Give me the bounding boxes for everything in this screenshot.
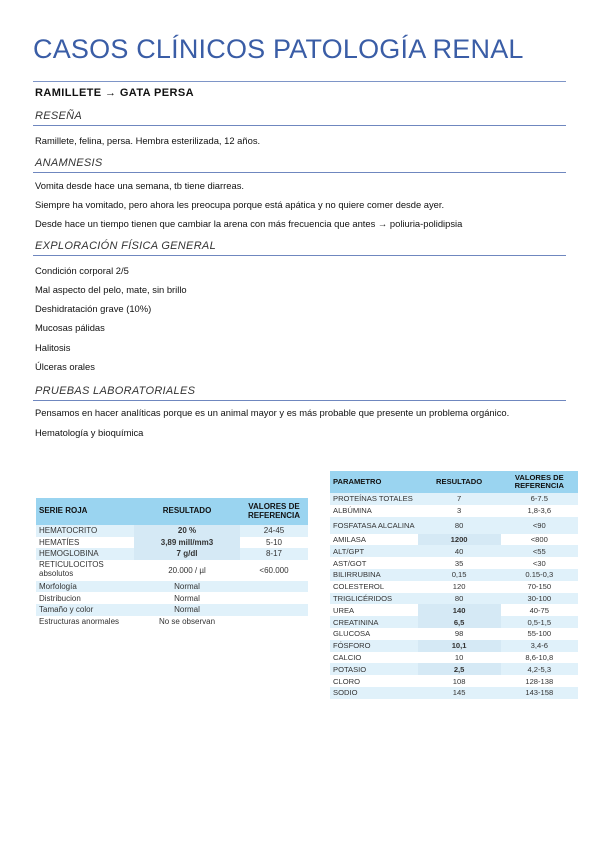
cell-label: HEMATÍES xyxy=(39,537,80,547)
cell-label: Morfología xyxy=(36,581,134,593)
cell-result: 20 % xyxy=(134,525,240,537)
cell-reference: 6-7.5 xyxy=(501,493,578,505)
table-row xyxy=(36,560,308,581)
cell-parameter: ALBÚMINA xyxy=(333,506,372,516)
table-row xyxy=(330,493,578,505)
cell-parameter: AMILASA xyxy=(333,534,366,544)
section-heading-pruebas: PRUEBAS LABORATORIALES xyxy=(35,385,196,397)
cell-result: 10,1 xyxy=(418,640,501,652)
section-heading-anamnesis: ANAMNESIS xyxy=(35,157,103,169)
cell-parameter: SODIO xyxy=(330,687,418,699)
table-row xyxy=(36,525,308,537)
section-divider xyxy=(33,400,566,401)
table-row xyxy=(330,545,578,557)
table-row xyxy=(36,537,308,549)
column-header: PARAMETRO xyxy=(330,471,418,493)
cell-reference xyxy=(240,592,308,604)
exploracion-line: Deshidratación grave (10%) xyxy=(35,303,152,314)
cell-result: 140 xyxy=(418,604,501,616)
cell-reference: 0,5-1,5 xyxy=(501,616,578,628)
cell-reference: <55 xyxy=(501,545,578,557)
cell-result: 7 g/dl xyxy=(134,548,240,560)
cell-reference: <30 xyxy=(532,558,546,568)
table-row xyxy=(330,581,578,593)
cell-parameter: UREA xyxy=(333,605,355,615)
anamnesis-line: Siempre ha vomitado, pero ahora les preocupa porque está apática y no quiere comer desde ayer. xyxy=(35,199,445,210)
cell-result: Normal xyxy=(134,581,240,593)
table-row xyxy=(330,593,578,605)
table-row xyxy=(36,616,308,628)
cell-label: Estructuras anormales xyxy=(39,616,120,626)
cell-reference: 128-138 xyxy=(525,676,554,686)
cell-label: RETICULOCITOS absolutos xyxy=(39,560,104,579)
cell-result: 0,15 xyxy=(418,569,501,581)
table-row xyxy=(330,687,578,699)
cell-parameter: ALT/GPT xyxy=(330,545,418,557)
exploracion-line: Condición corporal 2/5 xyxy=(35,265,129,276)
cell-result: 2,5 xyxy=(418,663,501,675)
resena-line: Ramillete, felina, persa. Hembra esterilizada, 12 años. xyxy=(35,135,261,146)
table-row xyxy=(330,616,578,628)
pruebas-line: Pensamos en hacer analíticas porque es un animal mayor y es más probable que presente un problema orgánico. xyxy=(35,407,510,418)
cell-parameter: COLESTEROL xyxy=(333,582,385,592)
case-subtitle: RAMILLETE → GATA PERSA xyxy=(35,87,194,99)
cell-reference xyxy=(240,616,308,628)
exploracion-line: Úlceras orales xyxy=(35,361,95,372)
cell-reference xyxy=(240,581,308,593)
cell-result: 80 xyxy=(418,593,501,605)
cell-reference: 0.15-0,3 xyxy=(501,569,578,581)
table-row xyxy=(330,534,578,546)
table-header-row xyxy=(36,498,308,525)
cell-result: 40 xyxy=(418,545,501,557)
cell-reference: 40-75 xyxy=(529,605,550,615)
section-heading-resena: RESEÑA xyxy=(35,110,83,122)
table-row xyxy=(36,581,308,593)
cell-parameter: CLORO xyxy=(333,676,361,686)
table-row xyxy=(330,517,578,534)
bioquimica-table xyxy=(330,471,578,699)
table-row xyxy=(330,652,578,664)
table-row xyxy=(330,663,578,675)
cell-reference: 24-45 xyxy=(240,525,308,537)
cell-result: 6,5 xyxy=(418,616,501,628)
table-row xyxy=(330,628,578,640)
anamnesis-line: Desde hace un tiempo tienen que cambiar la arena con más frecuencia que antes → poliuria-polidipsia xyxy=(35,218,463,229)
cell-parameter: POTASIO xyxy=(330,663,418,675)
section-heading-exploracion: EXPLORACIÓN FÍSICA GENERAL xyxy=(35,240,216,252)
cell-parameter: GLUCOSA xyxy=(333,629,371,639)
exploracion-line: Halitosis xyxy=(35,342,71,353)
cell-result: 98 xyxy=(454,629,464,639)
table-header-row xyxy=(330,471,578,493)
table-row xyxy=(330,640,578,652)
serie-roja-table xyxy=(36,498,308,627)
cell-label: HEMATOCRITO xyxy=(36,525,134,537)
cell-result: 3,89 mill/mm3 xyxy=(134,537,240,549)
exploracion-line: Mal aspecto del pelo, mate, sin brillo xyxy=(35,284,187,295)
pruebas-line: Hematología y bioquímica xyxy=(35,427,144,438)
cell-reference: 8-17 xyxy=(240,548,308,560)
cell-reference: 4,2-5,3 xyxy=(501,663,578,675)
cell-result: 80 xyxy=(418,517,501,534)
cell-reference: <90 xyxy=(501,517,578,534)
cell-result: Normal xyxy=(174,593,200,603)
column-header: RESULTADO xyxy=(418,471,501,493)
cell-parameter: CALCIO xyxy=(333,652,362,662)
cell-result: 1200 xyxy=(418,534,501,546)
exploracion-line: Mucosas pálidas xyxy=(35,322,105,333)
cell-result: 20.000 / µl xyxy=(168,565,206,575)
table-row xyxy=(36,592,308,604)
column-header: SERIE ROJA xyxy=(36,498,134,525)
cell-parameter: FOSFATASA ALCALINA xyxy=(330,517,418,534)
table-row xyxy=(330,604,578,616)
cell-result: 145 xyxy=(418,687,501,699)
table-row xyxy=(330,505,578,517)
cell-reference: 5-10 xyxy=(265,537,282,547)
table-row xyxy=(36,604,308,616)
cell-reference: 1,8-3,6 xyxy=(527,506,552,516)
cell-parameter: CREATININA xyxy=(330,616,418,628)
cell-result: 35 xyxy=(454,558,464,568)
cell-result: 3 xyxy=(456,506,462,516)
table-row xyxy=(330,569,578,581)
column-header: VALORES DE REFERENCIA xyxy=(240,498,308,525)
cell-parameter: FÓSFORO xyxy=(330,640,418,652)
cell-reference xyxy=(240,604,308,616)
title-divider xyxy=(33,81,566,82)
cell-reference: 3,4-6 xyxy=(501,640,578,652)
cell-parameter: PROTEÍNAS TOTALES xyxy=(330,493,418,505)
section-divider xyxy=(33,255,566,256)
anamnesis-line: Vomita desde hace una semana, tb tiene diarreas. xyxy=(35,180,244,191)
cell-label: Distribucion xyxy=(39,593,81,603)
table-row xyxy=(36,548,308,560)
cell-label: Tamaño y color xyxy=(36,604,134,616)
section-divider xyxy=(33,172,566,173)
cell-label: HEMOGLOBINA xyxy=(36,548,134,560)
cell-reference: 70-150 xyxy=(527,582,552,592)
cell-parameter: TRIGLICÉRIDOS xyxy=(330,593,418,605)
cell-result: No se observan xyxy=(158,616,216,626)
cell-reference: 30-100 xyxy=(501,593,578,605)
column-header: RESULTADO xyxy=(134,498,240,525)
cell-result: 7 xyxy=(418,493,501,505)
cell-reference: 55-100 xyxy=(527,629,552,639)
cell-result: 120 xyxy=(452,582,466,592)
cell-result: 108 xyxy=(452,676,466,686)
table-row xyxy=(330,557,578,569)
cell-parameter: AST/GOT xyxy=(333,558,367,568)
cell-reference: <800 xyxy=(530,534,548,544)
cell-reference: 143-158 xyxy=(501,687,578,699)
cell-reference: 8,6-10,8 xyxy=(525,652,554,662)
column-header: VALORES DE REFERENCIA xyxy=(501,471,578,493)
cell-parameter: BILIRRUBINA xyxy=(330,569,418,581)
cell-result: Normal xyxy=(134,604,240,616)
section-divider xyxy=(33,125,566,126)
cell-result: 10 xyxy=(454,652,464,662)
cell-reference: <60.000 xyxy=(259,565,289,575)
page-title: CASOS CLÍNICOS PATOLOGÍA RENAL xyxy=(33,34,524,64)
table-row xyxy=(330,675,578,687)
